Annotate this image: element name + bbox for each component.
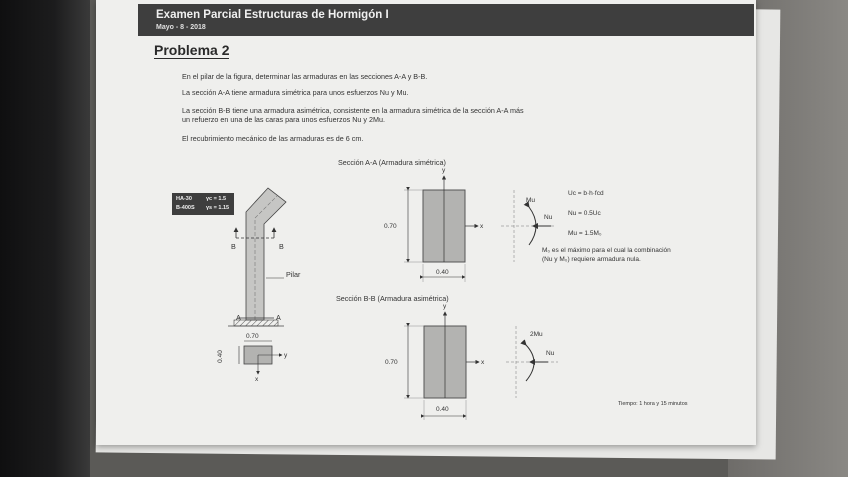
pillar-elevation bbox=[228, 188, 286, 374]
section-bb-axis-y: y bbox=[443, 303, 447, 310]
formula-uc: Uc = b·h·fcd bbox=[568, 190, 604, 197]
section-aa-axial: Nu bbox=[544, 214, 553, 221]
pillar-axis-x: x bbox=[255, 376, 259, 383]
concrete-grade: HA-30 bbox=[176, 196, 192, 202]
pillar-label-a-left: A bbox=[236, 313, 241, 322]
exam-sheet bbox=[96, 0, 756, 445]
pillar-dim-height: 0.40 bbox=[216, 350, 224, 363]
section-aa-dim-height: 0.70 bbox=[384, 223, 397, 230]
statement-line-3a: La sección B-B tiene una armadura asimétrica, consistente en la armadura simétrica de la sección A-A más bbox=[182, 106, 524, 115]
section-bb-axial: Nu bbox=[546, 350, 555, 357]
statement-line-2: La sección A-A tiene armadura simétrica para unos esfuerzos Nu y Mu. bbox=[182, 88, 409, 97]
exam-title: Examen Parcial Estructuras de Hormigón I bbox=[156, 9, 389, 21]
section-bb-dim-height: 0.70 bbox=[385, 359, 398, 366]
formula-mu: Mu = 1.5M₀ bbox=[568, 230, 602, 237]
background-left bbox=[0, 0, 90, 477]
section-aa-moment: Mu bbox=[526, 197, 536, 204]
section-bb-axis-x: x bbox=[481, 359, 485, 366]
section-aa-title: Sección A-A (Armadura simétrica) bbox=[338, 158, 446, 167]
formula-note-2: (Nu y M₀) requiere armadura nula. bbox=[542, 256, 641, 263]
drawings-svg bbox=[96, 0, 756, 445]
pillar-axis-y: y bbox=[284, 352, 288, 359]
section-aa-axis-y: y bbox=[442, 167, 446, 174]
pillar-dim-width: 0.70 bbox=[246, 333, 259, 340]
pillar-label-b-right: B bbox=[279, 242, 284, 251]
exam-date: Mayo - 8 - 2018 bbox=[156, 24, 206, 31]
statement-line-4: El recubrimiento mecánico de las armaduras es de 6 cm. bbox=[182, 134, 364, 143]
section-aa-dim-width: 0.40 bbox=[436, 269, 449, 276]
section-bb-moment: 2Mu bbox=[530, 331, 543, 338]
section-bb-title: Sección B-B (Armadura asimétrica) bbox=[336, 294, 449, 303]
gamma-c: γc = 1.5 bbox=[206, 196, 227, 202]
formula-note-1: M₀ es el máximo para el cual la combinación bbox=[542, 247, 671, 254]
steel-grade: B-400S bbox=[176, 205, 195, 211]
exam-time: Tiempo: 1 hora y 15 minutos bbox=[618, 401, 688, 407]
problem-title: Problema 2 bbox=[154, 42, 230, 58]
pillar-label-name: Pilar bbox=[286, 270, 301, 279]
section-aa-axis-x: x bbox=[480, 223, 484, 230]
statement-line-3b: un refuerzo en una de las caras para unos esfuerzos Nu y 2Mu. bbox=[182, 115, 385, 124]
pillar-label-b-left: B bbox=[231, 242, 236, 251]
formula-nu: Nu = 0.5Uc bbox=[568, 210, 601, 217]
section-bb-dim-width: 0.40 bbox=[436, 406, 449, 413]
statement-line-1: En el pilar de la figura, determinar las armaduras en las secciones A-A y B-B. bbox=[182, 72, 428, 81]
gamma-s: γs = 1.15 bbox=[206, 205, 230, 211]
pillar-label-a-right: A bbox=[276, 313, 281, 322]
